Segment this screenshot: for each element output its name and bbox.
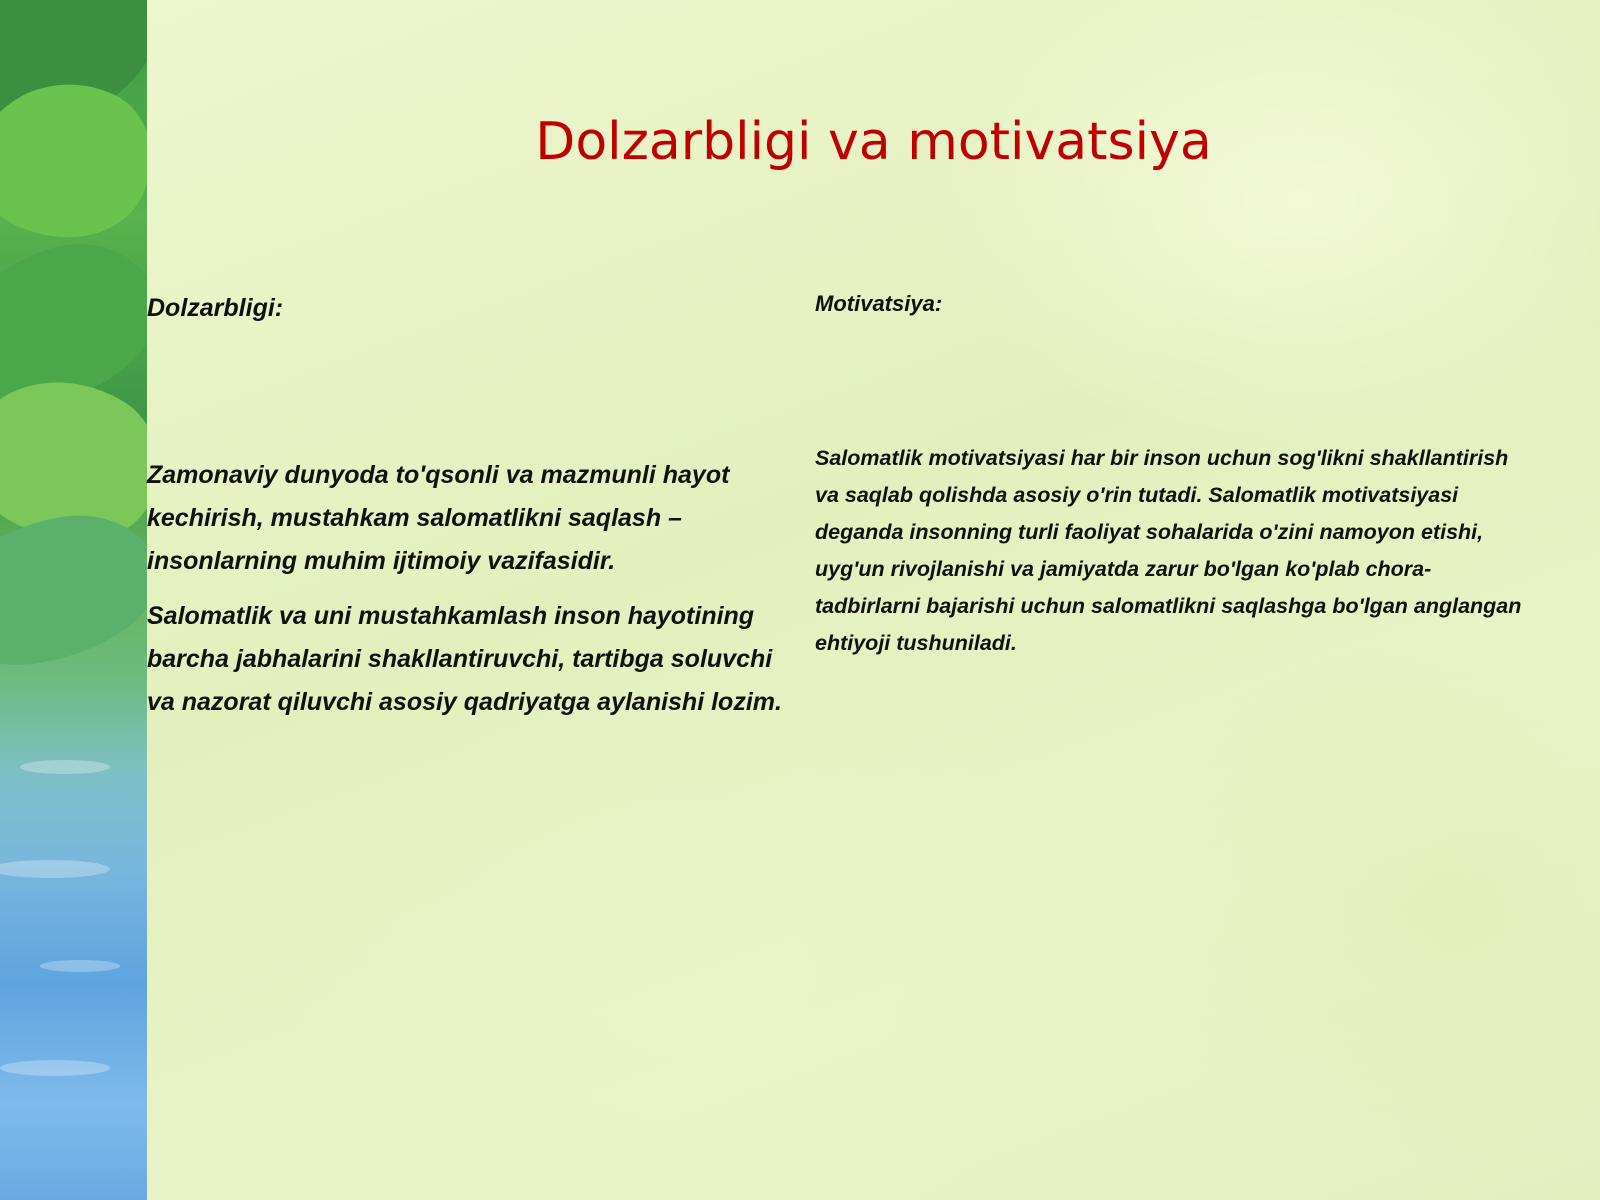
relevance-heading: Dolzarbligi: bbox=[147, 294, 284, 322]
leaf-shape bbox=[0, 502, 147, 678]
leaves-water-image bbox=[0, 0, 147, 1200]
water-ripple bbox=[0, 1060, 110, 1076]
water-ripple bbox=[40, 960, 120, 972]
motivation-paragraph: Salomatlik motivatsiyasi har bir inson uchun sog'likni shakllantirish va saqlab qolishda asosiy o'rin tutadi. Salomatlik motivatsiyasi deganda insonning turli faoliyat sohalarida o'zini namoyon etishi, uyg'un rivojlanishi va jamiyatda zarur bo'lgan ko'plab chora-tadbirlarni bajarishi uchun salomatlikni saqlashga bo'lgan anglangan ehtiyoji tushuniladi. bbox=[815, 446, 1522, 655]
motivation-heading: Motivatsiya: bbox=[815, 291, 943, 316]
water-ripple bbox=[20, 760, 110, 774]
relevance-paragraph: Salomatlik va uni mustahkamlash inson hayotining barcha jabhalarini shakllantiruvchi, tartibga soluvchi va nazorat qiluvchi asosiy qadriyatga aylanishi lozim. bbox=[147, 602, 782, 716]
slide-title: Dolzarbligi va motivatsiya bbox=[535, 112, 1212, 172]
relevance-paragraph: Zamonaviy dunyoda to'qsonli va mazmunli hayot kechirish, mustahkam salomatlikni saqlash – insonlarning muhim ijtimoiy vazifasidir. bbox=[147, 461, 730, 575]
motivation-column bbox=[815, 290, 1530, 662]
relevance-column bbox=[147, 290, 797, 724]
water-ripple bbox=[0, 860, 110, 878]
